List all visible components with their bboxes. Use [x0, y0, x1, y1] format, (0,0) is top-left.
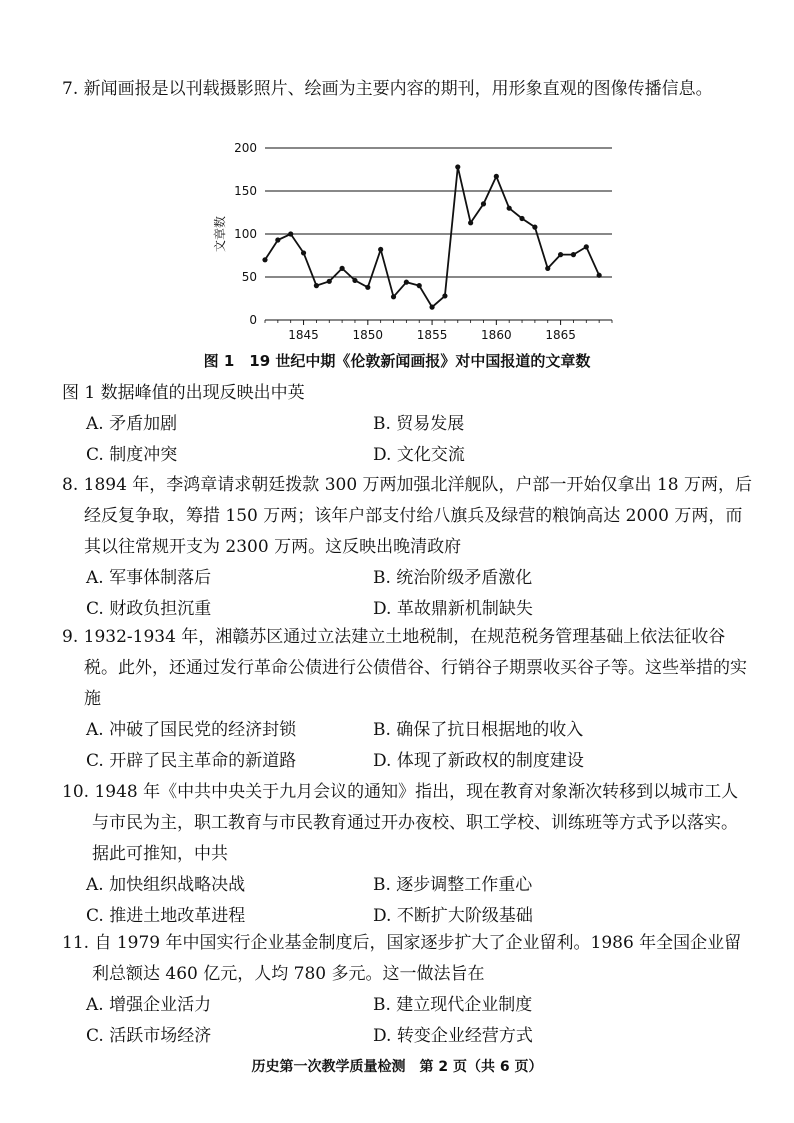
- data-point: [301, 250, 306, 255]
- x-tick-label: 1845: [288, 328, 319, 342]
- data-point: [288, 231, 293, 236]
- option-d[interactable]: D. 革故鼎新机制缺失: [373, 599, 533, 619]
- option-a[interactable]: A. 加快组织战略决战: [86, 875, 246, 895]
- figure-1-chart: [200, 138, 630, 348]
- data-point: [429, 305, 434, 310]
- option-b[interactable]: B. 建立现代企业制度: [373, 995, 533, 1015]
- option-c[interactable]: C. 活跃市场经济: [86, 1026, 212, 1046]
- option-d[interactable]: D. 体现了新政权的制度建设: [373, 751, 584, 771]
- data-point: [365, 285, 370, 290]
- option-c[interactable]: C. 财政负担沉重: [86, 599, 212, 619]
- question-10: [62, 777, 752, 932]
- option-b[interactable]: B. 贸易发展: [373, 414, 465, 434]
- data-point: [340, 266, 345, 271]
- question-11-options: [86, 990, 752, 1052]
- x-tick-label: 1865: [545, 328, 576, 342]
- question-9-stem: 9. 1932-1934 年，湘赣苏区通过立法建立土地税制，在规范税务管理基础上依法征收谷税。此外，还通过发行革命公债进行公债借谷、行销谷子期票收买谷子等。这些举措的实施: [62, 627, 747, 709]
- x-tick-label: 1860: [481, 328, 512, 342]
- y-tick-label: 150: [234, 184, 257, 198]
- option-a[interactable]: A. 冲破了国民党的经济封锁: [86, 720, 297, 740]
- data-point: [391, 294, 396, 299]
- y-axis-label: 文章数: [213, 215, 227, 253]
- data-point: [558, 252, 563, 257]
- option-a[interactable]: A. 矛盾加剧: [86, 414, 178, 434]
- question-10-stem: 10. 1948 年《中共中央关于九月会议的通知》指出，现在教育对象渐次转移到以城市工人与市民为主，职工教育与市民教育通过开办夜校、职工学校、训练班等方式予以落实。据此可推知，中共: [62, 782, 739, 864]
- data-point: [597, 273, 602, 278]
- data-point: [404, 280, 409, 285]
- y-tick-label: 0: [249, 313, 257, 327]
- data-point: [571, 252, 576, 257]
- question-9-options: [86, 715, 752, 777]
- question-10-options: [86, 870, 752, 932]
- option-b[interactable]: B. 逐步调整工作重心: [373, 875, 533, 895]
- question-8-options: [86, 563, 752, 625]
- option-b[interactable]: B. 统治阶级矛盾激化: [373, 568, 533, 588]
- option-b[interactable]: B. 确保了抗日根据地的收入: [373, 720, 584, 740]
- option-a[interactable]: A. 军事体制落后: [86, 568, 212, 588]
- option-a[interactable]: A. 增强企业活力: [86, 995, 212, 1015]
- option-c[interactable]: C. 开辟了民主革命的新道路: [86, 751, 297, 771]
- question-7-stem: 7. 新闻画报是以刊载摄影照片、绘画为主要内容的期刊，用形象直观的图像传播信息。: [62, 79, 713, 99]
- data-point: [494, 174, 499, 179]
- question-7: [62, 74, 752, 105]
- question-8: [62, 470, 752, 625]
- x-tick-label: 1855: [416, 328, 448, 342]
- question-9: [62, 622, 752, 777]
- option-d[interactable]: D. 转变企业经营方式: [373, 1026, 533, 1046]
- page-footer: 历史第一次教学质量检测 第 2 页（共 6 页）: [251, 1059, 543, 1075]
- data-point: [275, 237, 280, 242]
- data-point: [545, 266, 550, 271]
- question-8-stem: 8. 1894 年，李鸿章请求朝廷拨款 300 万两加强北洋舰队，户部一开始仅拿出 18 万两，后经反复争取，筹措 150 万两；该年户部支付给八旗兵及绿营的粮饷高达 2000 万两，而其以往常规开支为 2300 万两。这反映出晚清政府: [62, 475, 752, 557]
- option-d[interactable]: D. 文化交流: [373, 445, 465, 465]
- data-point: [468, 220, 473, 225]
- question-7-options: [86, 409, 752, 471]
- question-7-prompt: 图 1 数据峰值的出现反映出中英: [62, 383, 305, 403]
- data-point: [378, 247, 383, 252]
- option-d[interactable]: D. 不断扩大阶级基础: [373, 906, 533, 926]
- data-point: [417, 283, 422, 288]
- option-c[interactable]: C. 推进土地改革进程: [86, 906, 246, 926]
- data-point: [481, 201, 486, 206]
- y-tick-label: 50: [241, 270, 257, 284]
- data-point: [352, 278, 357, 283]
- x-tick-label: 1850: [352, 328, 384, 342]
- data-point: [519, 216, 524, 221]
- y-tick-label: 100: [234, 227, 257, 241]
- question-7-continued: [62, 378, 752, 471]
- question-11: [62, 928, 752, 1052]
- data-point: [532, 225, 537, 230]
- y-tick-label: 200: [234, 141, 257, 155]
- data-point: [314, 283, 319, 288]
- data-point: [262, 257, 267, 262]
- line-chart: [200, 138, 630, 348]
- data-point: [442, 293, 447, 298]
- figure-caption: 图 1 19 世纪中期《伦敦新闻画报》对中国报道的文章数: [203, 352, 591, 370]
- data-point: [327, 279, 332, 284]
- data-point: [507, 206, 512, 211]
- data-point: [455, 164, 460, 169]
- option-c[interactable]: C. 制度冲突: [86, 445, 178, 465]
- question-11-stem: 11. 自 1979 年中国实行企业基金制度后，国家逐步扩大了企业留利。1986 年全国企业留利总额达 460 亿元，人均 780 多元。这一做法旨在: [62, 933, 742, 984]
- data-point: [584, 244, 589, 249]
